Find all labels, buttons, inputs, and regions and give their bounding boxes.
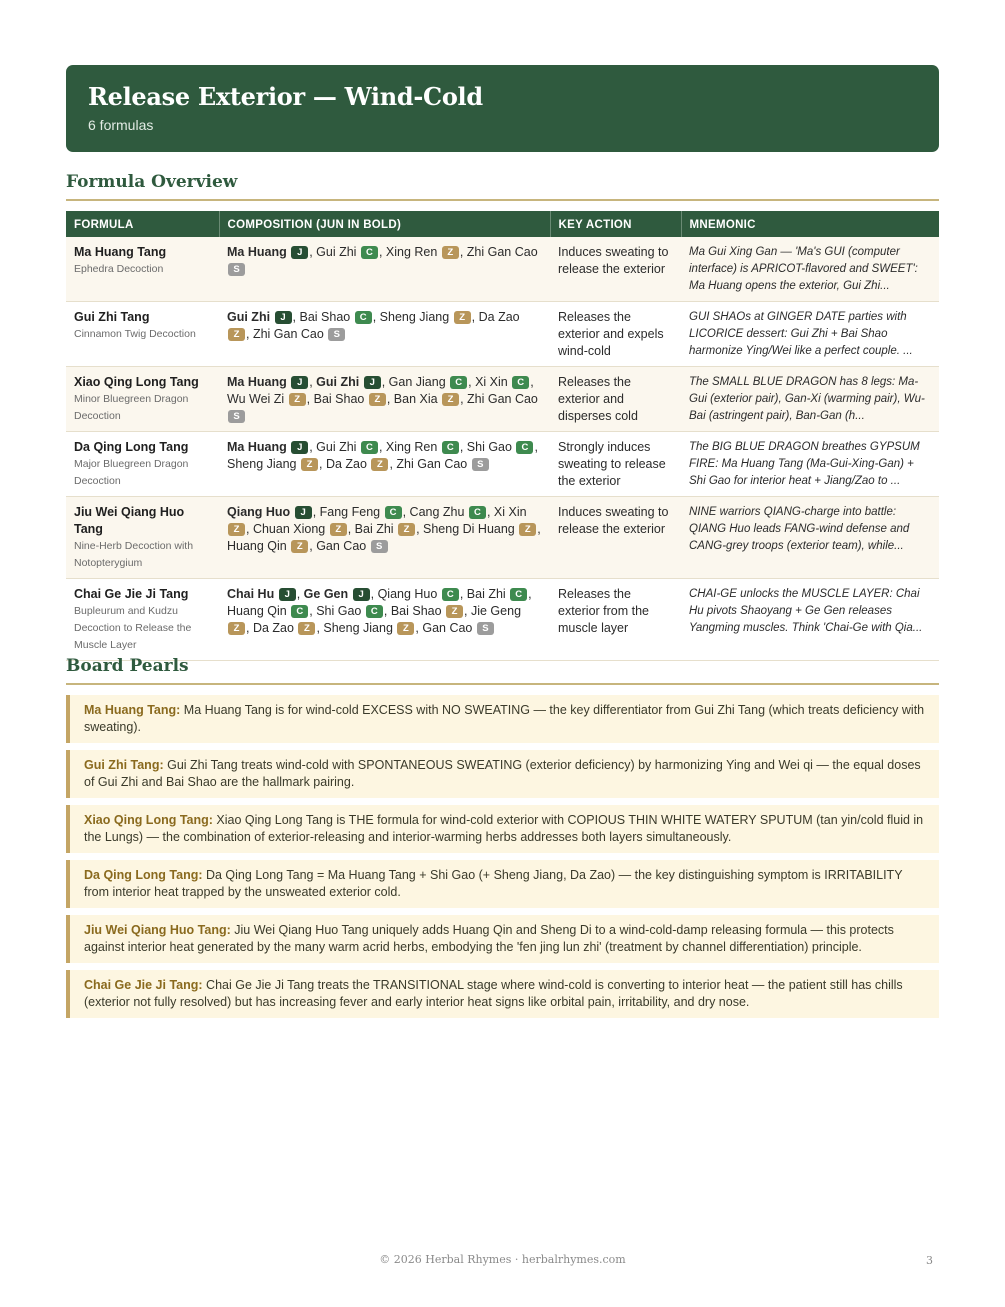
- herb-name: Gui Zhi: [316, 440, 357, 454]
- pearl-item: [66, 805, 939, 853]
- herb-role-badge: Z: [369, 393, 386, 406]
- key-action-cell: Induces sweating to release the exterior: [550, 237, 681, 302]
- formula-cell: [66, 497, 219, 579]
- herb-name: Bai Zhi: [354, 522, 394, 536]
- formula-cell: [66, 579, 219, 661]
- herb-name: Zhi Gan Cao: [466, 245, 538, 259]
- herb-role-badge: C: [366, 605, 383, 618]
- pearl-formula-name: Xiao Qing Long Tang:: [84, 813, 213, 827]
- herb-name: Bai Shao: [313, 392, 365, 406]
- herb-role-badge: C: [516, 441, 533, 454]
- pearl-text: Ma Huang Tang is for wind-cold EXCESS with NO SWEATING — the key differentiator from Gui Zhi Tang (which treats deficiency with sweating).: [84, 703, 925, 734]
- formula-english-name: Nine-Herb Decoction with Notopterygium: [74, 540, 194, 569]
- key-action-cell: Releases the exterior and disperses cold: [550, 367, 681, 432]
- herb-name: Bai Shao: [390, 604, 442, 618]
- pearl-text: Xiao Qing Long Tang is THE formula for wind-cold exterior with COPIOUS THIN WHITE WATERY SPUTUM (tan yin/cold fluid in the Lungs) — the combination of exterior-releasing and interior-warming herbs addresses both layers simultaneously.: [84, 813, 924, 844]
- pearl-item: [66, 970, 939, 1018]
- formula-name: Chai Ge Jie Ji Tang: [74, 587, 189, 601]
- herb-name: Chuan Xiong: [252, 522, 326, 536]
- formula-cell: [66, 432, 219, 497]
- herb-name: Ban Xia: [393, 392, 438, 406]
- pearl-formula-name: Jiu Wei Qiang Huo Tang:: [84, 923, 231, 937]
- herb-name: Da Zao: [252, 621, 294, 635]
- herb-name: Gan Jiang: [388, 375, 446, 389]
- herb-name: Ge Gen: [303, 587, 349, 601]
- pearl-text: Gui Zhi Tang treats wind-cold with SPONTANEOUS SWEATING (exterior deficiency) by harmonizing Ying and Wei qi — the equal doses of Gui Zhi and Bai Shao are the hallmark pairing.: [84, 758, 921, 789]
- herb-name: Da Zao: [325, 457, 367, 471]
- formula-cell: [66, 302, 219, 367]
- formula-english-name: Cinnamon Twig Decoction: [74, 328, 196, 340]
- herb-role-badge: C: [442, 588, 459, 601]
- herb-role-badge: J: [291, 246, 308, 259]
- herb-role-badge: S: [472, 458, 489, 471]
- herb-name: Gui Zhi: [316, 375, 360, 389]
- formula-name: Gui Zhi Tang: [74, 310, 150, 324]
- herb-name: Qiang Huo: [227, 505, 291, 519]
- herb-name: Fang Feng: [319, 505, 381, 519]
- herb-name: Zhi Gan Cao: [252, 327, 324, 341]
- pearl-formula-name: Chai Ge Jie Ji Tang:: [84, 978, 203, 992]
- herb-name: Huang Qin: [227, 539, 287, 553]
- composition-cell: Ma Huang J , Gui Zhi J , Gan Jiang C , Xi Xin C , Wu Wei Zi Z , Bai Shao Z , Ban Xia Z , Zhi Gan Cao S: [219, 367, 550, 432]
- herb-role-badge: Z: [371, 458, 388, 471]
- mnemonic-cell: Ma Gui Xing Gan — 'Ma's GUI (computer interface) is APRICOT-flavored and SWEET': Ma Huang opens the exterior, Gui Zhi...: [681, 237, 939, 302]
- herb-name: Qiang Huo: [377, 587, 438, 601]
- composition-cell: Qiang Huo J , Fang Feng C , Cang Zhu C , Xi Xin Z , Chuan Xiong Z , Bai Zhi Z , Sheng Di Huang Z , Huang Qin Z , Gan Cao S: [219, 497, 550, 579]
- herb-name: Gui Zhi: [316, 245, 357, 259]
- herb-role-badge: S: [228, 410, 245, 423]
- formula-english-name: Bupleurum and Kudzu Decoction to Release the Muscle Layer: [74, 605, 192, 651]
- herb-role-badge: Z: [228, 328, 245, 341]
- herb-name: Gan Cao: [316, 539, 367, 553]
- herb-role-badge: Z: [291, 540, 308, 553]
- table-row: [66, 367, 939, 432]
- table-row: [66, 302, 939, 367]
- herb-name: Bai Zhi: [466, 587, 506, 601]
- herb-role-badge: Z: [301, 458, 318, 471]
- mnemonic-cell: The SMALL BLUE DRAGON has 8 legs: Ma-Gui (exterior pair), Gan-Xi (warming pair), Wu-Bai (astringent pair), Ban-Gan (h...: [681, 367, 939, 432]
- mnemonic-cell: NINE warriors QIANG-charge into battle: QIANG Huo leads FANG-wind defense and CANG-grey troops (exterior team), while...: [681, 497, 939, 579]
- herb-name: Sheng Jiang: [379, 310, 450, 324]
- herb-role-badge: C: [355, 311, 372, 324]
- herb-role-badge: Z: [446, 605, 463, 618]
- herb-role-badge: C: [361, 246, 378, 259]
- pearl-formula-name: Ma Huang Tang:: [84, 703, 181, 717]
- herb-role-badge: Z: [398, 523, 415, 536]
- herb-role-badge: J: [364, 376, 381, 389]
- herb-role-badge: S: [328, 328, 345, 341]
- pearl-formula-name: Da Qing Long Tang:: [84, 868, 203, 882]
- herb-role-badge: C: [385, 506, 402, 519]
- table-header-row: [66, 211, 939, 237]
- mnemonic-cell: CHAI-GE unlocks the MUSCLE LAYER: Chai Hu pivots Shaoyang + Ge Gen releases Yangming muscles. Think 'Chai-Ge with Qia...: [681, 579, 939, 661]
- herb-name: Shi Gao: [316, 604, 362, 618]
- herb-role-badge: C: [469, 506, 486, 519]
- herb-name: Gan Cao: [422, 621, 473, 635]
- herb-name: Xing Ren: [385, 440, 438, 454]
- herb-name: Xi Xin: [475, 375, 508, 389]
- key-action-cell: Releases the exterior and expels wind-cold: [550, 302, 681, 367]
- herb-role-badge: Z: [330, 523, 347, 536]
- herb-role-badge: J: [279, 588, 296, 601]
- board-pearls-list: [66, 695, 939, 1025]
- page-header: [66, 65, 939, 152]
- herb-role-badge: Z: [442, 246, 459, 259]
- formula-cell: [66, 237, 219, 302]
- pearl-item: [66, 695, 939, 743]
- herb-name: Sheng Jiang: [227, 457, 297, 471]
- herb-role-badge: S: [371, 540, 388, 553]
- herb-role-badge: C: [450, 376, 467, 389]
- formula-overview-table: [66, 211, 939, 661]
- herb-name: Ma Huang: [227, 375, 287, 389]
- herb-name: Ma Huang: [227, 440, 287, 454]
- herb-role-badge: J: [291, 441, 308, 454]
- herb-name: Shi Gao: [466, 440, 512, 454]
- composition-cell: Chai Hu J , Ge Gen J , Qiang Huo C , Bai Zhi C , Huang Qin C , Shi Gao C , Bai Shao Z , Jie Geng Z , Da Zao Z , Sheng Jiang Z , Gan Cao S: [219, 579, 550, 661]
- herb-role-badge: J: [275, 311, 292, 324]
- formula-name: Ma Huang Tang: [74, 245, 167, 259]
- table-row: [66, 432, 939, 497]
- page-number: 3: [926, 1254, 933, 1267]
- composition-cell: Gui Zhi J , Bai Shao C , Sheng Jiang Z , Da Zao Z , Zhi Gan Cao S: [219, 302, 550, 367]
- herb-role-badge: Z: [228, 622, 245, 635]
- herb-name: Cang Zhu: [409, 505, 465, 519]
- pearl-item: [66, 860, 939, 908]
- pearl-formula-name: Gui Zhi Tang:: [84, 758, 164, 772]
- composition-cell: Ma Huang J , Gui Zhi C , Xing Ren C , Shi Gao C , Sheng Jiang Z , Da Zao Z , Zhi Gan Cao S: [219, 432, 550, 497]
- herb-role-badge: Z: [519, 523, 536, 536]
- table-row: [66, 579, 939, 661]
- herb-role-badge: C: [291, 605, 308, 618]
- herb-role-badge: C: [442, 441, 459, 454]
- formula-english-name: Ephedra Decoction: [74, 263, 164, 275]
- herb-role-badge: C: [510, 588, 527, 601]
- key-action-cell: Induces sweating to release the exterior: [550, 497, 681, 579]
- herb-role-badge: Z: [298, 622, 315, 635]
- herb-role-badge: J: [291, 376, 308, 389]
- column-header-formula: FORMULA: [66, 211, 219, 237]
- formula-name: Jiu Wei Qiang Huo Tang: [74, 505, 185, 536]
- key-action-cell: Strongly induces sweating to release the exterior: [550, 432, 681, 497]
- formula-english-name: Major Bluegreen Dragon Decoction: [74, 458, 189, 487]
- mnemonic-cell: The BIG BLUE DRAGON breathes GYPSUM FIRE: Ma Huang Tang (Ma-Gui-Xing-Gan) + Shi Gao for interior heat + Jiang/Zao to ...: [681, 432, 939, 497]
- table-row: [66, 497, 939, 579]
- herb-name: Jie Geng: [470, 604, 522, 618]
- pearl-text: Chai Ge Jie Ji Tang treats the TRANSITIONAL stage where wind-cold is converting to interior heat — the patient still has chills (exterior not fully resolved) but has increasing fever and early interior heat signs like orbital pain, irritability, and dry nose.: [84, 978, 903, 1009]
- column-header-mnemonic: MNEMONIC: [681, 211, 939, 237]
- herb-role-badge: Z: [397, 622, 414, 635]
- herb-role-badge: S: [228, 263, 245, 276]
- herb-name: Bai Shao: [299, 310, 351, 324]
- herb-name: Ma Huang: [227, 245, 287, 259]
- pearl-text: Da Qing Long Tang = Ma Huang Tang + Shi Gao (+ Sheng Jiang, Da Zao) — the key distinguishing symptom is IRRITABILITY from interior heat trapped by the unsweated exterior cold.: [84, 868, 903, 899]
- herb-name: Gui Zhi: [227, 310, 271, 324]
- herb-role-badge: Z: [289, 393, 306, 406]
- column-header-composition: COMPOSITION (JUN IN BOLD): [219, 211, 550, 237]
- herb-name: Sheng Jiang: [323, 621, 393, 635]
- formula-english-name: Minor Bluegreen Dragon Decoction: [74, 393, 189, 422]
- herb-name: Zhi Gan Cao: [396, 457, 468, 471]
- herb-role-badge: J: [353, 588, 370, 601]
- herb-name: Huang Qin: [227, 604, 287, 618]
- pearls-section-title: Board Pearls: [66, 656, 939, 685]
- herb-role-badge: Z: [442, 393, 459, 406]
- herb-name: Da Zao: [478, 310, 520, 324]
- herb-role-badge: S: [477, 622, 494, 635]
- herb-name: Wu Wei Zi: [227, 392, 285, 406]
- herb-name: Zhi Gan Cao: [467, 392, 538, 406]
- mnemonic-cell: GUI SHAOs at GINGER DATE parties with LICORICE dessert: Gui Zhi + Bai Shao harmonize Ying/Wei like a perfect couple. ...: [681, 302, 939, 367]
- herb-name: Sheng Di Huang: [423, 522, 515, 536]
- pearl-item: [66, 750, 939, 798]
- formula-name: Xiao Qing Long Tang: [74, 375, 199, 389]
- key-action-cell: Releases the exterior from the muscle layer: [550, 579, 681, 661]
- footer-copyright: © 2026 Herbal Rhymes · herbalrhymes.com: [379, 1253, 626, 1266]
- composition-cell: Ma Huang J , Gui Zhi C , Xing Ren Z , Zhi Gan Cao S: [219, 237, 550, 302]
- table-row: [66, 237, 939, 302]
- herb-role-badge: Z: [454, 311, 471, 324]
- formula-name: Da Qing Long Tang: [74, 440, 189, 454]
- overview-section-title: Formula Overview: [66, 172, 939, 201]
- herb-role-badge: Z: [228, 523, 245, 536]
- herb-role-badge: C: [512, 376, 529, 389]
- herb-role-badge: J: [295, 506, 312, 519]
- column-header-key-action: KEY ACTION: [550, 211, 681, 237]
- pearl-text: Jiu Wei Qiang Huo Tang uniquely adds Huang Qin and Sheng Di to a wind-cold-damp releasing formula — this protects against interior heat generated by the many warm acrid herbs, embodying the 'fen jing lun zhi' (treatment by channel differentiation) principle.: [84, 923, 894, 954]
- herb-name: Chai Hu: [227, 587, 275, 601]
- pearl-item: [66, 915, 939, 963]
- page-title: Release Exterior — Wind-Cold: [88, 82, 483, 111]
- formula-count: 6 formulas: [88, 117, 154, 133]
- herb-name: Xing Ren: [385, 245, 438, 259]
- formula-cell: [66, 367, 219, 432]
- herb-name: Xi Xin: [493, 505, 527, 519]
- herb-role-badge: C: [361, 441, 378, 454]
